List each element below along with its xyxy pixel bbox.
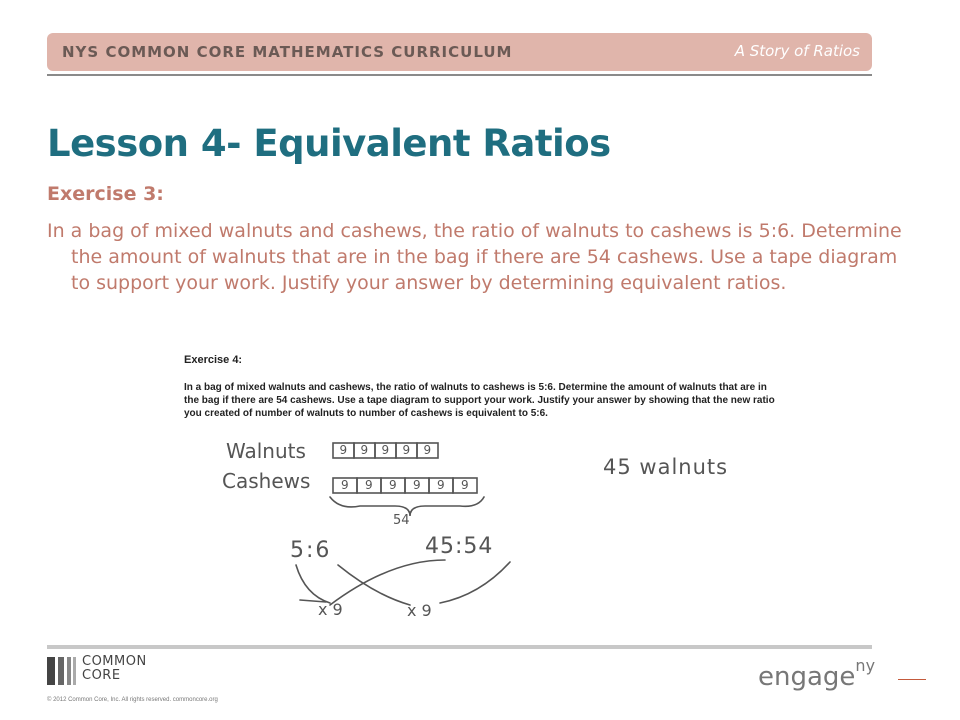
answer-text: 45 walnuts xyxy=(603,455,729,479)
tape-total: 54 xyxy=(393,513,410,528)
exercise-prompt: In a bag of mixed walnuts and cashews, the ratio of walnuts to cashews is 5:6. Determine the amount of walnuts that are in the bag if there are 54 cashews. Use a tape diagram to support your work. Justify your answer by determining equivalent ratios. xyxy=(47,220,902,294)
ratio-left: 5:6 xyxy=(290,538,332,563)
arrow-left xyxy=(296,565,330,603)
scan-prompt: In a bag of mixed walnuts and cashews, the ratio of walnuts to cashews is 5:6. Determine the amount of walnuts that are in the bag if there are 54 cashews. Use a tape diagram to support your work. Justify your answer by showing that the new ratio you created of number of walnuts to number of cashews is equivalent to 5:6. xyxy=(184,382,775,419)
ratio-right: 45:54 xyxy=(425,534,494,559)
curriculum-title: NYS COMMON CORE MATHEMATICS CURRICULUM xyxy=(62,43,513,61)
cashew-tape-box-value: 9 xyxy=(413,478,421,492)
arrow-cross-2 xyxy=(330,560,445,605)
engage-ny-logo: engage$^{ny}$ xyxy=(758,656,876,692)
cashew-tape-box-value: 9 xyxy=(341,478,349,492)
walnut-tape-box-value: 9 xyxy=(423,443,432,457)
footer-accent-line xyxy=(898,679,926,680)
walnut-tape-diagram xyxy=(333,443,438,458)
multiplier-left: x 9 xyxy=(318,600,343,619)
exercise-label: Exercise 3: xyxy=(47,183,164,205)
walnut-tape-box-value: 9 xyxy=(360,443,369,457)
walnut-tape-box-value: 9 xyxy=(381,443,390,457)
arrow-cross-1 xyxy=(338,565,410,605)
arrow-right xyxy=(440,562,510,603)
cashew-tape-box-value: 9 xyxy=(461,478,469,492)
scan-heading: Exercise 4: xyxy=(184,354,243,366)
lesson-title: Lesson 4- Equivalent Ratios xyxy=(47,122,611,165)
walnut-tape-box-value: 9 xyxy=(402,443,411,457)
copyright-notice: © 2012 Common Core, Inc. All rights reserved. commoncore.org xyxy=(47,697,218,703)
cashews-label: Cashews xyxy=(222,469,311,493)
walnut-tape-box-value: 9 xyxy=(339,443,348,457)
series-title: A Story of Ratios xyxy=(734,42,860,60)
footer-divider xyxy=(47,645,872,649)
cashew-tape-box-value: 9 xyxy=(437,478,445,492)
walnuts-label: Walnuts xyxy=(226,439,306,463)
cashew-tape-diagram xyxy=(333,478,477,493)
cashew-tape-box-value: 9 xyxy=(389,478,397,492)
multiplier-right: x 9 xyxy=(407,601,432,620)
cashew-tape-box-value: 9 xyxy=(365,478,373,492)
common-core-brand: COMMON CORE xyxy=(82,654,147,683)
common-core-logo-icon xyxy=(47,657,77,685)
